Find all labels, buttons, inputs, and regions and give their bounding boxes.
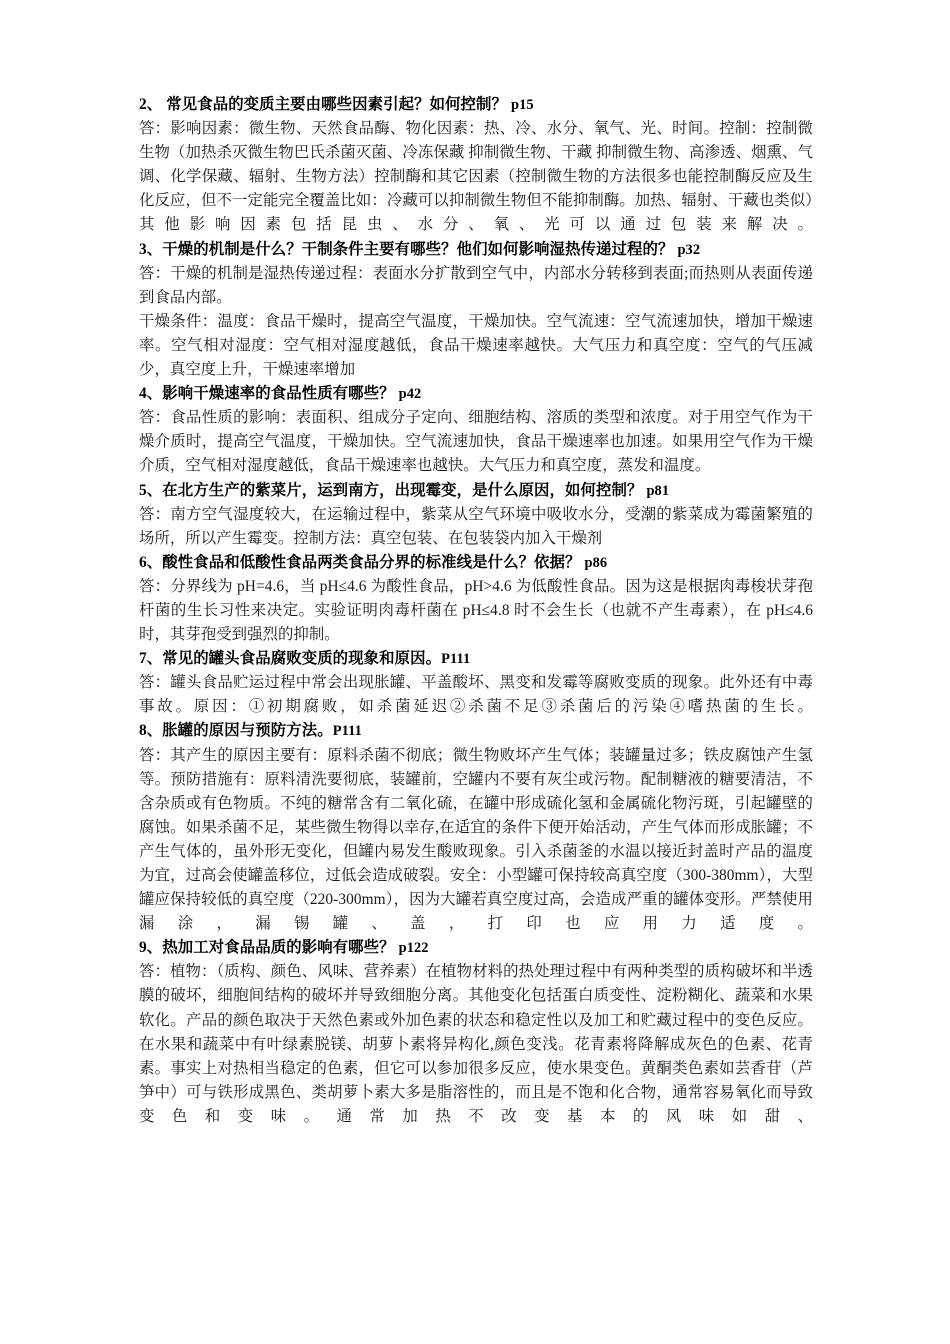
page-reference-q3: p32 xyxy=(677,241,701,258)
question-heading-q7 xyxy=(139,647,813,671)
question-heading-text-q4: 4、影响干燥速率的食品性质有哪些？ xyxy=(139,385,395,403)
document-content xyxy=(139,93,813,1129)
answer-text-q3-part2: 干燥条件：温度：食品干燥时，提高空气温度，干燥加快。空气流速：空气流速加快，增加干燥速率。空气相对湿度：空气相对湿度越低，食品干燥速率越快。大气压力和真空度：空气的气压减少，真空度上升，干燥速率增加 xyxy=(139,312,813,379)
question-heading-text-q9: 9、热加工对食品品质的影响有哪些？ xyxy=(139,939,395,957)
question-heading-text-q2: 2、 常见食品的变质主要由哪些因素引起？如何控制？ xyxy=(139,96,508,113)
page-reference-q2: p15 xyxy=(510,97,534,113)
page-reference-q9: p122 xyxy=(398,940,429,957)
qa-block-q4 xyxy=(139,382,813,478)
page-reference-q7: P111 xyxy=(441,651,471,668)
qa-block-q8 xyxy=(139,719,813,936)
page-reference-q4: p42 xyxy=(398,386,422,403)
qa-block-q3 xyxy=(139,238,813,383)
question-heading-text-q8: 8、胀罐的原因与预防方法。 xyxy=(139,722,333,740)
question-heading-text-q6: 6、酸性食品和低酸性食品两类食品分界的标准线是什么？依据？ xyxy=(139,553,581,571)
question-heading-text-q5: 5、在北方生产的紫菜片，运到南方，出现霉变，是什么原因，如何控制？ xyxy=(139,481,643,499)
page-reference-q6: p86 xyxy=(584,554,608,571)
answer-text-q6: 答：分界线为 pH=4.6，当 pH≤4.6 为酸性食品，pH>4.6 为低酸性食品。因为这是根据肉毒梭状芽孢杆菌的生长习性来决定。实验证明肉毒杆菌在 pH≤4.8 时不会生长（也就不产生毒素），在 pH≤4.6 时，其芽孢受到强烈的抑制。 xyxy=(139,577,813,644)
answer-text-q7: 答：罐头食品贮运过程中常会出现胀罐、平盖酸坏、黑变和发霉等腐败变质的现象。此外还有中毒事故。原因：①初期腐败，如杀菌延迟②杀菌不足③杀菌后的污染④嗜热菌的生长。 xyxy=(139,674,813,716)
answer-text-q3: 答：干燥的机制是湿热传递过程：表面水分扩散到空气中，内部水分转移到表面;而热则从表面传递到食品内部。 xyxy=(139,264,813,306)
question-heading-q2 xyxy=(139,93,813,117)
question-heading-q6 xyxy=(139,551,813,575)
question-heading-q8 xyxy=(139,719,813,743)
question-heading-q4 xyxy=(139,382,813,406)
qa-block-q7 xyxy=(139,647,813,719)
question-heading-text-q3: 3、干燥的机制是什么？干制条件主要有哪些？他们如何影响湿热传递过程的？ xyxy=(139,240,674,258)
qa-block-q6 xyxy=(139,551,813,647)
question-heading-q9 xyxy=(139,936,813,960)
page-reference-q8: P111 xyxy=(332,723,362,740)
answer-text-q5: 答：南方空气湿度较大，在运输过程中，紫菜从空气环境中吸收水分，受潮的紫菜成为霉菌繁殖的场所，所以产生霉变。控制方法：真空包装、在包装袋内加入干燥剂 xyxy=(139,505,813,547)
answer-text-q9: 答：植物：（质构、颜色、风味、营养素）在植物材料的热处理过程中有两种类型的质构破坏和半透膜的破坏，细胞间结构的破坏并导致细胞分离。其他变化包括蛋白质变性、淀粉糊化、蔬菜和水果软化。产品的颜色取决于天然色素或外加色素的状态和稳定性以及加工和贮藏过程中的变色反应。在水果和蔬菜中有叶绿素脱镁、胡萝卜素将异构化,颜色变浅。花青素将降解成灰色的色素、花青素。事实上对热相当稳定的色素，但它可以参加很多反应，使水果变色。黄酮类色素如芸香苷（芦笋中）可与铁形成黑色、类胡萝卜素大多是脂溶性的，而且是不饱和化合物，通常容易氧化而导致变色和变味。通常加热不改变基本的风味如甜、 xyxy=(139,963,813,1125)
qa-block-q5 xyxy=(139,479,813,551)
page-reference-q5: p81 xyxy=(646,482,670,499)
answer-text-q2: 答：影响因素：微生物、天然食品酶、物化因素：热、冷、水分、氧气、光、时间。控制：控制微生物（加热杀灭微生物巴氏杀菌灭菌、冷冻保藏 抑制微生物、干藏 抑制微生物、高渗透、烟熏、气调、化学保藏、辐射、生物方法）控制酶和其它因素（控制微生物的方法很多也能控制酶反应及生化反应，但不一定能完全覆盖比如：冷藏可以抑制微生物但不能抑制酶。加热、辐射、干藏也类似）其他影响因素包括昆虫、水分、氧、光可以通过包装来解决。 xyxy=(139,120,813,234)
answer-text-q8: 答：其产生的原因主要有：原料杀菌不彻底；微生物败坏产生气体；装罐量过多；铁皮腐蚀产生氢等。预防措施有：原料清洗要彻底，装罐前，空罐内不要有灰尘或污物。配制糖液的糖要清洁，不含杂质或有色物质。不纯的糖常含有二氧化硫，在罐中形成硫化氢和金属硫化物污斑，引起罐壁的腐蚀。如果杀菌不足，某些微生物得以幸存,在适宜的条件下便开始活动，产生气体而形成胀罐；不产生气体的，虽外形无变化，但罐内易发生酸败现象。引入杀菌釜的水温以接近封盖时产品的温度为宜，过高会使罐盖移位，过低会造成破裂。安全：小型罐可保持较高真空度（300-380mm），大型罐应保持较低的真空度（220-300mm），因为大罐若真空度过高，会造成严重的罐体变形。严禁使用漏涂，漏锡罐、盖，打印也应用力适度。 xyxy=(139,746,813,933)
answer-text-q4: 答：食品性质的影响：表面积、组成分子定向、细胞结构、溶质的类型和浓度。对于用空气作为干燥介质时，提高空气温度，干燥加快。空气流速加快，食品干燥速率也加速。如果用空气作为干燥介质，空气相对湿度越低，食品干燥速率也越快。大气压力和真空度，蒸发和温度。 xyxy=(139,409,813,475)
question-heading-q5 xyxy=(139,479,813,503)
qa-block-q2 xyxy=(139,93,813,238)
question-heading-q3 xyxy=(139,238,813,262)
question-heading-text-q7: 7、常见的罐头食品腐败变质的现象和原因。 xyxy=(139,650,442,668)
qa-block-q9 xyxy=(139,936,813,1129)
